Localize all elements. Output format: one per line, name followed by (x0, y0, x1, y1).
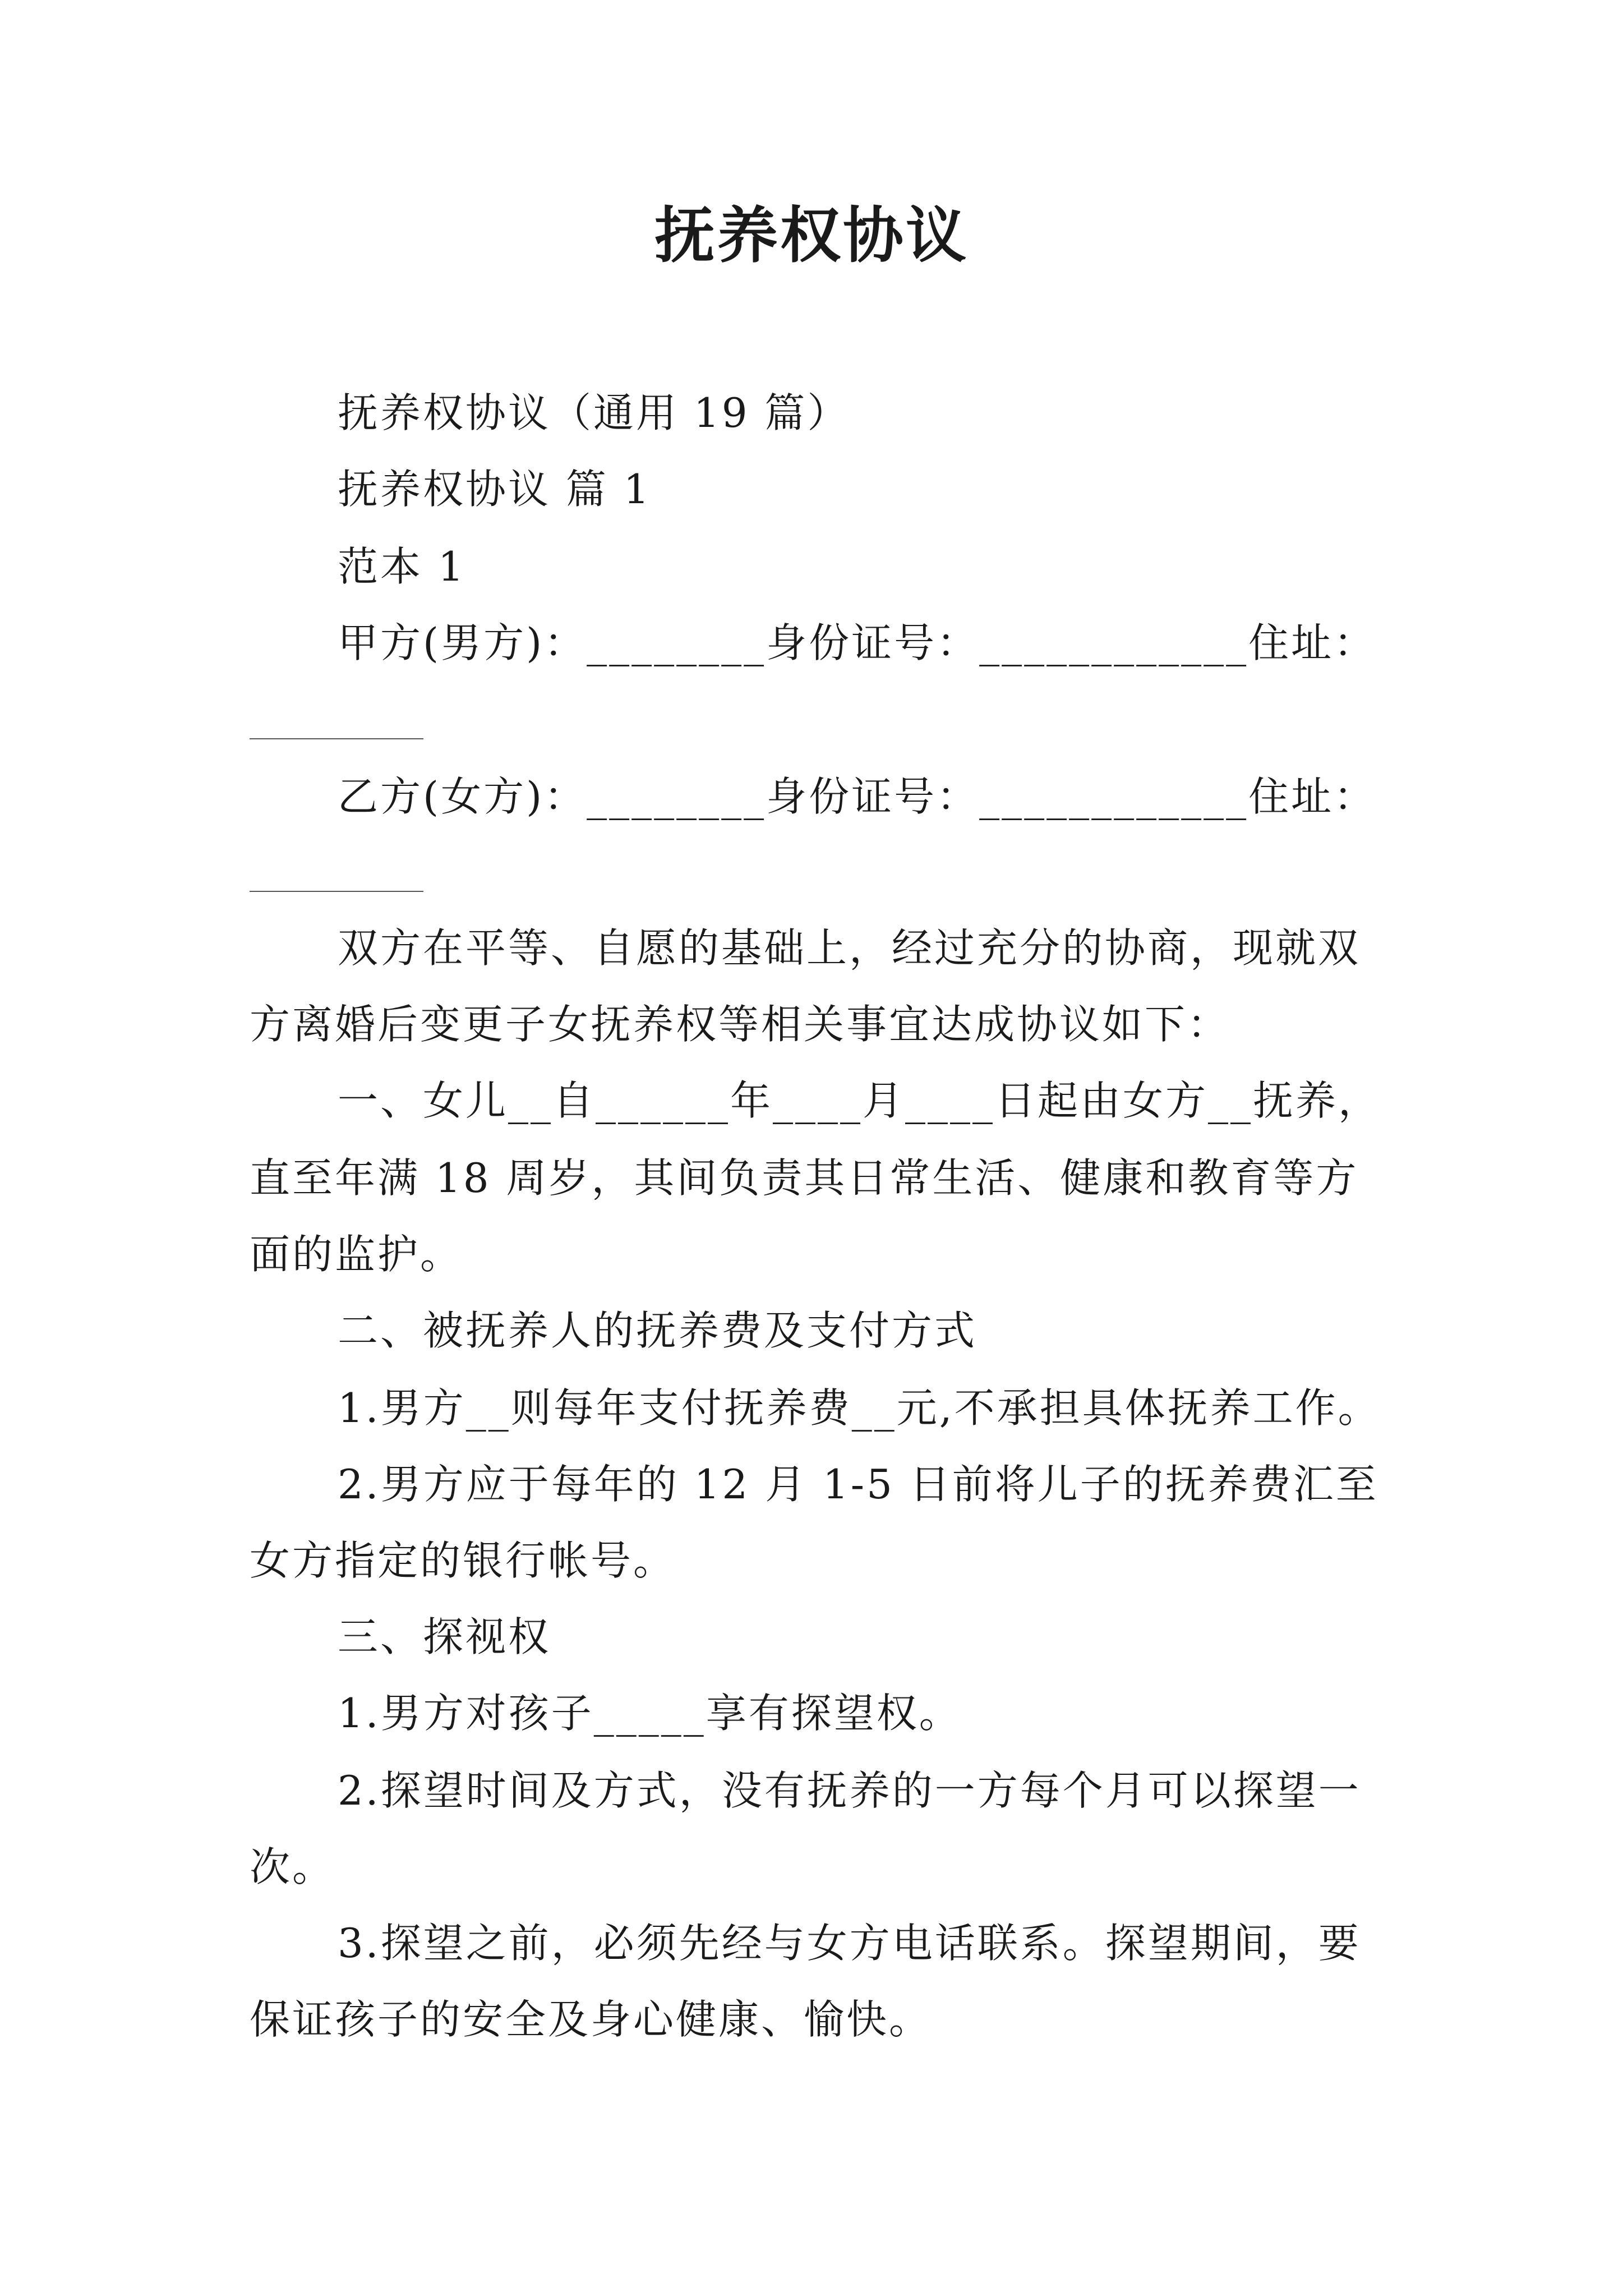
article-1-line-1: 一、女儿__自______年____月____日起由女方__抚养， (338, 1077, 1381, 1124)
article-1-line-2: 直至年满 18 周岁，其间负责其日常生活、健康和教育等方 (250, 1154, 1359, 1202)
document-title: 抚养权协议 (654, 200, 969, 271)
section-heading: 抚养权协议 篇 1 (338, 466, 652, 513)
subtitle: 抚养权协议（通用 19 篇） (338, 389, 850, 436)
intro-paragraph-line-2: 方离婚后变更子女抚养权等相关事宜达成协议如下： (250, 1001, 1230, 1048)
article-1-line-3: 面的监护。 (250, 1231, 463, 1278)
intro-paragraph-line-1: 双方在平等、自愿的基础上，经过充分的协商，现就双 (338, 924, 1361, 972)
sample-label: 范本 1 (338, 543, 466, 590)
article-3-clause-3-line-1: 3.探望之前，必须先经与女方电话联系。探望期间，要 (338, 1920, 1361, 1967)
article-2-heading: 二、被抚养人的抚养费及支付方式 (338, 1307, 978, 1354)
party-b-address-blank (250, 891, 423, 892)
party-a-line: 甲方(男方)：________身份证号：____________住址： (338, 619, 1377, 666)
article-3-clause-2-line-1: 2.探望时间及方式，没有抚养的一方每个月可以探望一 (338, 1767, 1361, 1814)
article-3-clause-1: 1.男方对孩子_____享有探望权。 (338, 1690, 962, 1737)
article-3-clause-2-line-2: 次。 (250, 1843, 335, 1890)
article-3-heading: 三、探视权 (338, 1613, 551, 1660)
article-2-clause-2-line-2: 女方指定的银行帐号。 (250, 1537, 676, 1584)
party-a-address-blank (250, 738, 423, 739)
article-3-clause-3-line-2: 保证孩子的安全及身心健康、愉快。 (250, 1996, 932, 2043)
article-2-clause-1: 1.男方__则每年支付抚养费__元,不承担具体抚养工作。 (338, 1384, 1381, 1432)
article-2-clause-2-line-1: 2.男方应于每年的 12 月 1-5 日前将儿子的抚养费汇至 (338, 1461, 1378, 1508)
party-b-line: 乙方(女方)：________身份证号：____________住址： (338, 773, 1377, 820)
